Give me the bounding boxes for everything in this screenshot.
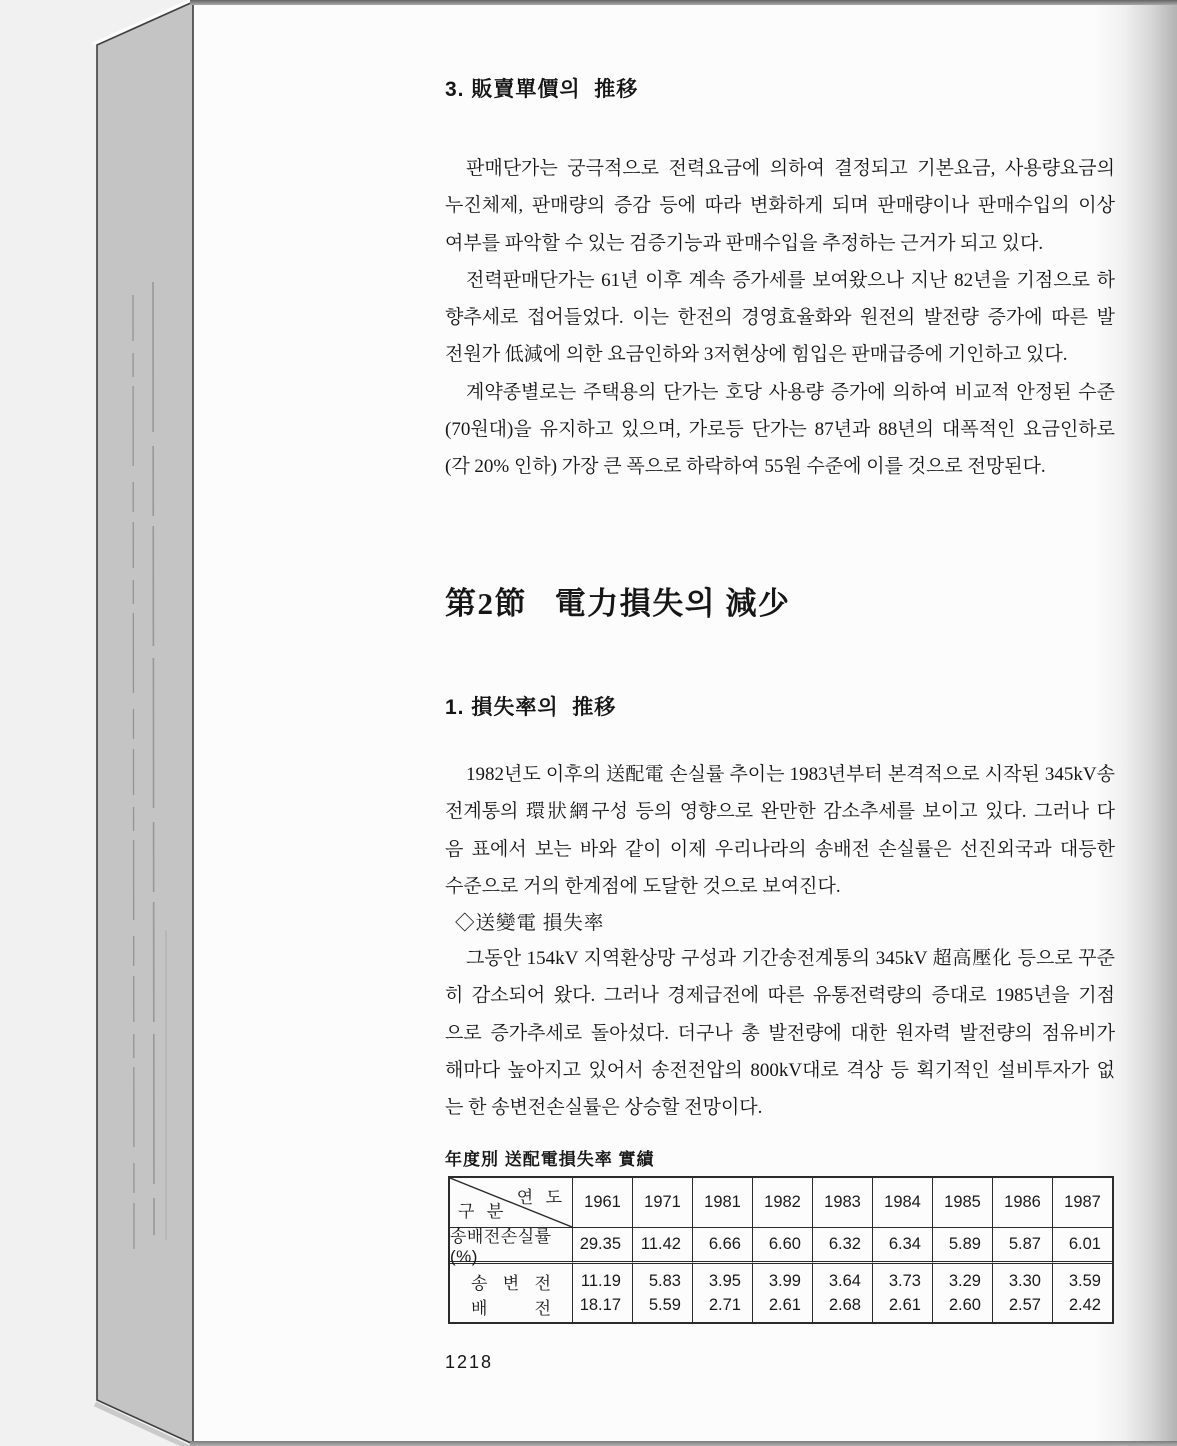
label-char: 전 bbox=[534, 1299, 551, 1318]
scan-edge-bottom bbox=[190, 1441, 1177, 1446]
table-value-distribution: 2.71 bbox=[708, 1295, 741, 1314]
table-year-header: 1985 bbox=[932, 1178, 992, 1228]
page-edge-streak bbox=[153, 282, 154, 1235]
table-year-header: 1986 bbox=[992, 1178, 1052, 1228]
table-caption: 年度別 送配電損失率 實績 bbox=[445, 1150, 655, 1169]
paragraph-sales-unit-price bbox=[445, 150, 1115, 486]
section-3-heading: 3. 販賣單價의 推移 bbox=[445, 78, 639, 101]
table-values-detail bbox=[932, 1264, 992, 1322]
text-line: 해마다 높아지고 있어서 송전전압의 800kV대로 격상 등 획기적인 설비투자가 없 bbox=[445, 1059, 1115, 1081]
chapter-2-heading: 第2節 電力損失의 減少 bbox=[445, 586, 791, 621]
table-value-transmission: 3.30 bbox=[1008, 1271, 1041, 1290]
table-value-distribution: 2.68 bbox=[828, 1295, 861, 1314]
text-line: 누진체제, 판매량의 증감 등에 따라 변화하게 되며 판매량이나 판매수입의 이상 bbox=[445, 195, 1115, 217]
scan-edge-top bbox=[190, 0, 1177, 5]
corner-label-year: 연 도 bbox=[516, 1188, 563, 1207]
table-values-detail bbox=[752, 1264, 812, 1322]
table-value-transmission: 5.83 bbox=[648, 1271, 681, 1290]
table-values-detail bbox=[692, 1264, 752, 1322]
text-line: 계약종별로는 주택용의 단가는 호당 사용량 증가에 의하여 비교적 안정된 수준 bbox=[466, 381, 1115, 403]
table-value-total: 29.35 bbox=[572, 1228, 632, 1264]
table-value-total: 11.42 bbox=[632, 1228, 692, 1264]
text-line: 1982년도 이후의 送配電 손실률 추이는 1983년부터 본격적으로 시작된 345kV송 bbox=[466, 764, 1115, 785]
table-year-header: 1971 bbox=[632, 1178, 692, 1228]
subsection-1-heading: 1. 損失率의 推移 bbox=[445, 696, 617, 719]
table-year-header: 1982 bbox=[752, 1178, 812, 1228]
table-year-header: 1981 bbox=[692, 1178, 752, 1228]
label-char: 송 bbox=[471, 1274, 488, 1293]
table-values-detail bbox=[992, 1264, 1052, 1322]
table-value-total: 5.87 bbox=[992, 1228, 1052, 1264]
text-line: 음 표에서 보는 바와 같이 이제 우리나라의 송배전 손실률은 선진외국과 대등한 bbox=[445, 838, 1115, 860]
text-line: 여부를 파악할 수 있는 검증기능과 판매수입을 추정하는 근거가 되고 있다. bbox=[445, 232, 1044, 254]
paragraph-loss-rate-trend bbox=[445, 756, 1115, 905]
table-value-transmission: 11.19 bbox=[580, 1271, 621, 1290]
table-value-total: 5.89 bbox=[932, 1228, 992, 1264]
table-value-distribution: 2.61 bbox=[768, 1295, 801, 1314]
table-value-transmission: 3.95 bbox=[708, 1271, 741, 1290]
table-corner-cell bbox=[450, 1178, 572, 1228]
table-year-header: 1961 bbox=[572, 1178, 632, 1228]
label-char: 변 bbox=[502, 1274, 520, 1293]
table-row-label-total: 송배전손실률(%) bbox=[450, 1228, 572, 1264]
table-year-header: 1987 bbox=[1052, 1178, 1112, 1228]
table-values-detail bbox=[1052, 1264, 1112, 1322]
table-value-transmission: 3.64 bbox=[828, 1271, 861, 1290]
table-value-total: 6.32 bbox=[812, 1228, 872, 1264]
table-value-total: 6.66 bbox=[692, 1228, 752, 1264]
table-values-detail bbox=[632, 1264, 692, 1322]
text-line: 전력판매단가는 61년 이후 계속 증가세를 보여왔으나 지난 82년을 기점으로 하 bbox=[466, 269, 1115, 291]
table-value-distribution: 18.17 bbox=[579, 1295, 621, 1314]
table-year-header: 1984 bbox=[872, 1178, 932, 1228]
page-number: 1218 bbox=[445, 1352, 494, 1372]
text-line: (70원대)을 유지하고 있으며, 가로등 단가는 87년과 88년의 대폭적인 요금인하로 bbox=[445, 419, 1115, 441]
table-values-detail bbox=[872, 1264, 932, 1322]
page-content bbox=[445, 0, 1115, 1446]
text-line: 향추세로 접어들었다. 이는 한전의 경영효율화와 원전의 발전량 증가에 따른 발 bbox=[445, 307, 1115, 329]
text-line: 전계통의 環狀網구성 등의 영향으로 완만한 감소추세를 보이고 있다. 그러나 다 bbox=[445, 801, 1115, 823]
table-row-labels-detail bbox=[450, 1264, 572, 1322]
text-line: (각 20% 인하) 가장 큰 폭으로 하락하여 55원 수준에 이를 것으로 전망된다. bbox=[445, 456, 1046, 478]
table-value-transmission: 3.29 bbox=[948, 1271, 981, 1290]
corner-label-category: 구 분 bbox=[458, 1202, 505, 1221]
table-value-total: 6.34 bbox=[872, 1228, 932, 1264]
table-values-detail bbox=[572, 1264, 632, 1322]
table-value-distribution: 2.60 bbox=[948, 1295, 981, 1314]
text-line: 는 한 송변전손실률은 상승할 전망이다. bbox=[445, 1097, 763, 1119]
loss-rate-table bbox=[448, 1176, 1114, 1324]
label-char: 전 bbox=[534, 1274, 551, 1293]
text-line: 수준으로 거의 한계점에 도달한 것으로 보여진다. bbox=[445, 875, 841, 897]
book-page-block bbox=[97, 2, 193, 1444]
table-value-transmission: 3.99 bbox=[768, 1271, 801, 1290]
table-value-total: 6.01 bbox=[1052, 1228, 1112, 1264]
label-char: 배 bbox=[471, 1299, 488, 1318]
table-value-distribution: 2.57 bbox=[1008, 1295, 1041, 1314]
text-line: 그동안 154kV 지역환상망 구성과 기간송전계통의 345kV 超高壓化 등으로 꾸준 bbox=[466, 948, 1115, 969]
table-value-distribution: 2.61 bbox=[888, 1295, 921, 1314]
text-line: 전원가 低減에 의한 요금인하와 3저현상에 힘입은 판매급증에 기인하고 있다. bbox=[445, 344, 1068, 366]
text-line: 히 감소되어 왔다. 그러나 경제급전에 따른 유통전력량의 증대로 1985년을 기점 bbox=[445, 985, 1115, 1007]
table-row-label-text bbox=[471, 1294, 551, 1319]
table-value-distribution: 5.59 bbox=[648, 1295, 681, 1314]
table-value-distribution: 2.42 bbox=[1068, 1295, 1101, 1314]
text-line: 판매단가는 궁극적으로 전력요금에 의하여 결정되고 기본요금, 사용량요금의 bbox=[466, 158, 1115, 179]
table-values-detail bbox=[812, 1264, 872, 1322]
paragraph-transmission-loss bbox=[445, 940, 1115, 1126]
table-row-label-text bbox=[471, 1269, 551, 1294]
text-line: 으로 증가추세로 돌아섰다. 더구나 총 발전량에 대한 원자력 발전량의 점유비가 bbox=[445, 1022, 1115, 1044]
diamond-subheading: ◇送變電 損失率 bbox=[455, 913, 605, 934]
table-year-header: 1983 bbox=[812, 1178, 872, 1228]
table-value-transmission: 3.73 bbox=[888, 1271, 921, 1290]
table-value-total: 6.60 bbox=[752, 1228, 812, 1264]
table-value-transmission: 3.59 bbox=[1068, 1271, 1101, 1290]
